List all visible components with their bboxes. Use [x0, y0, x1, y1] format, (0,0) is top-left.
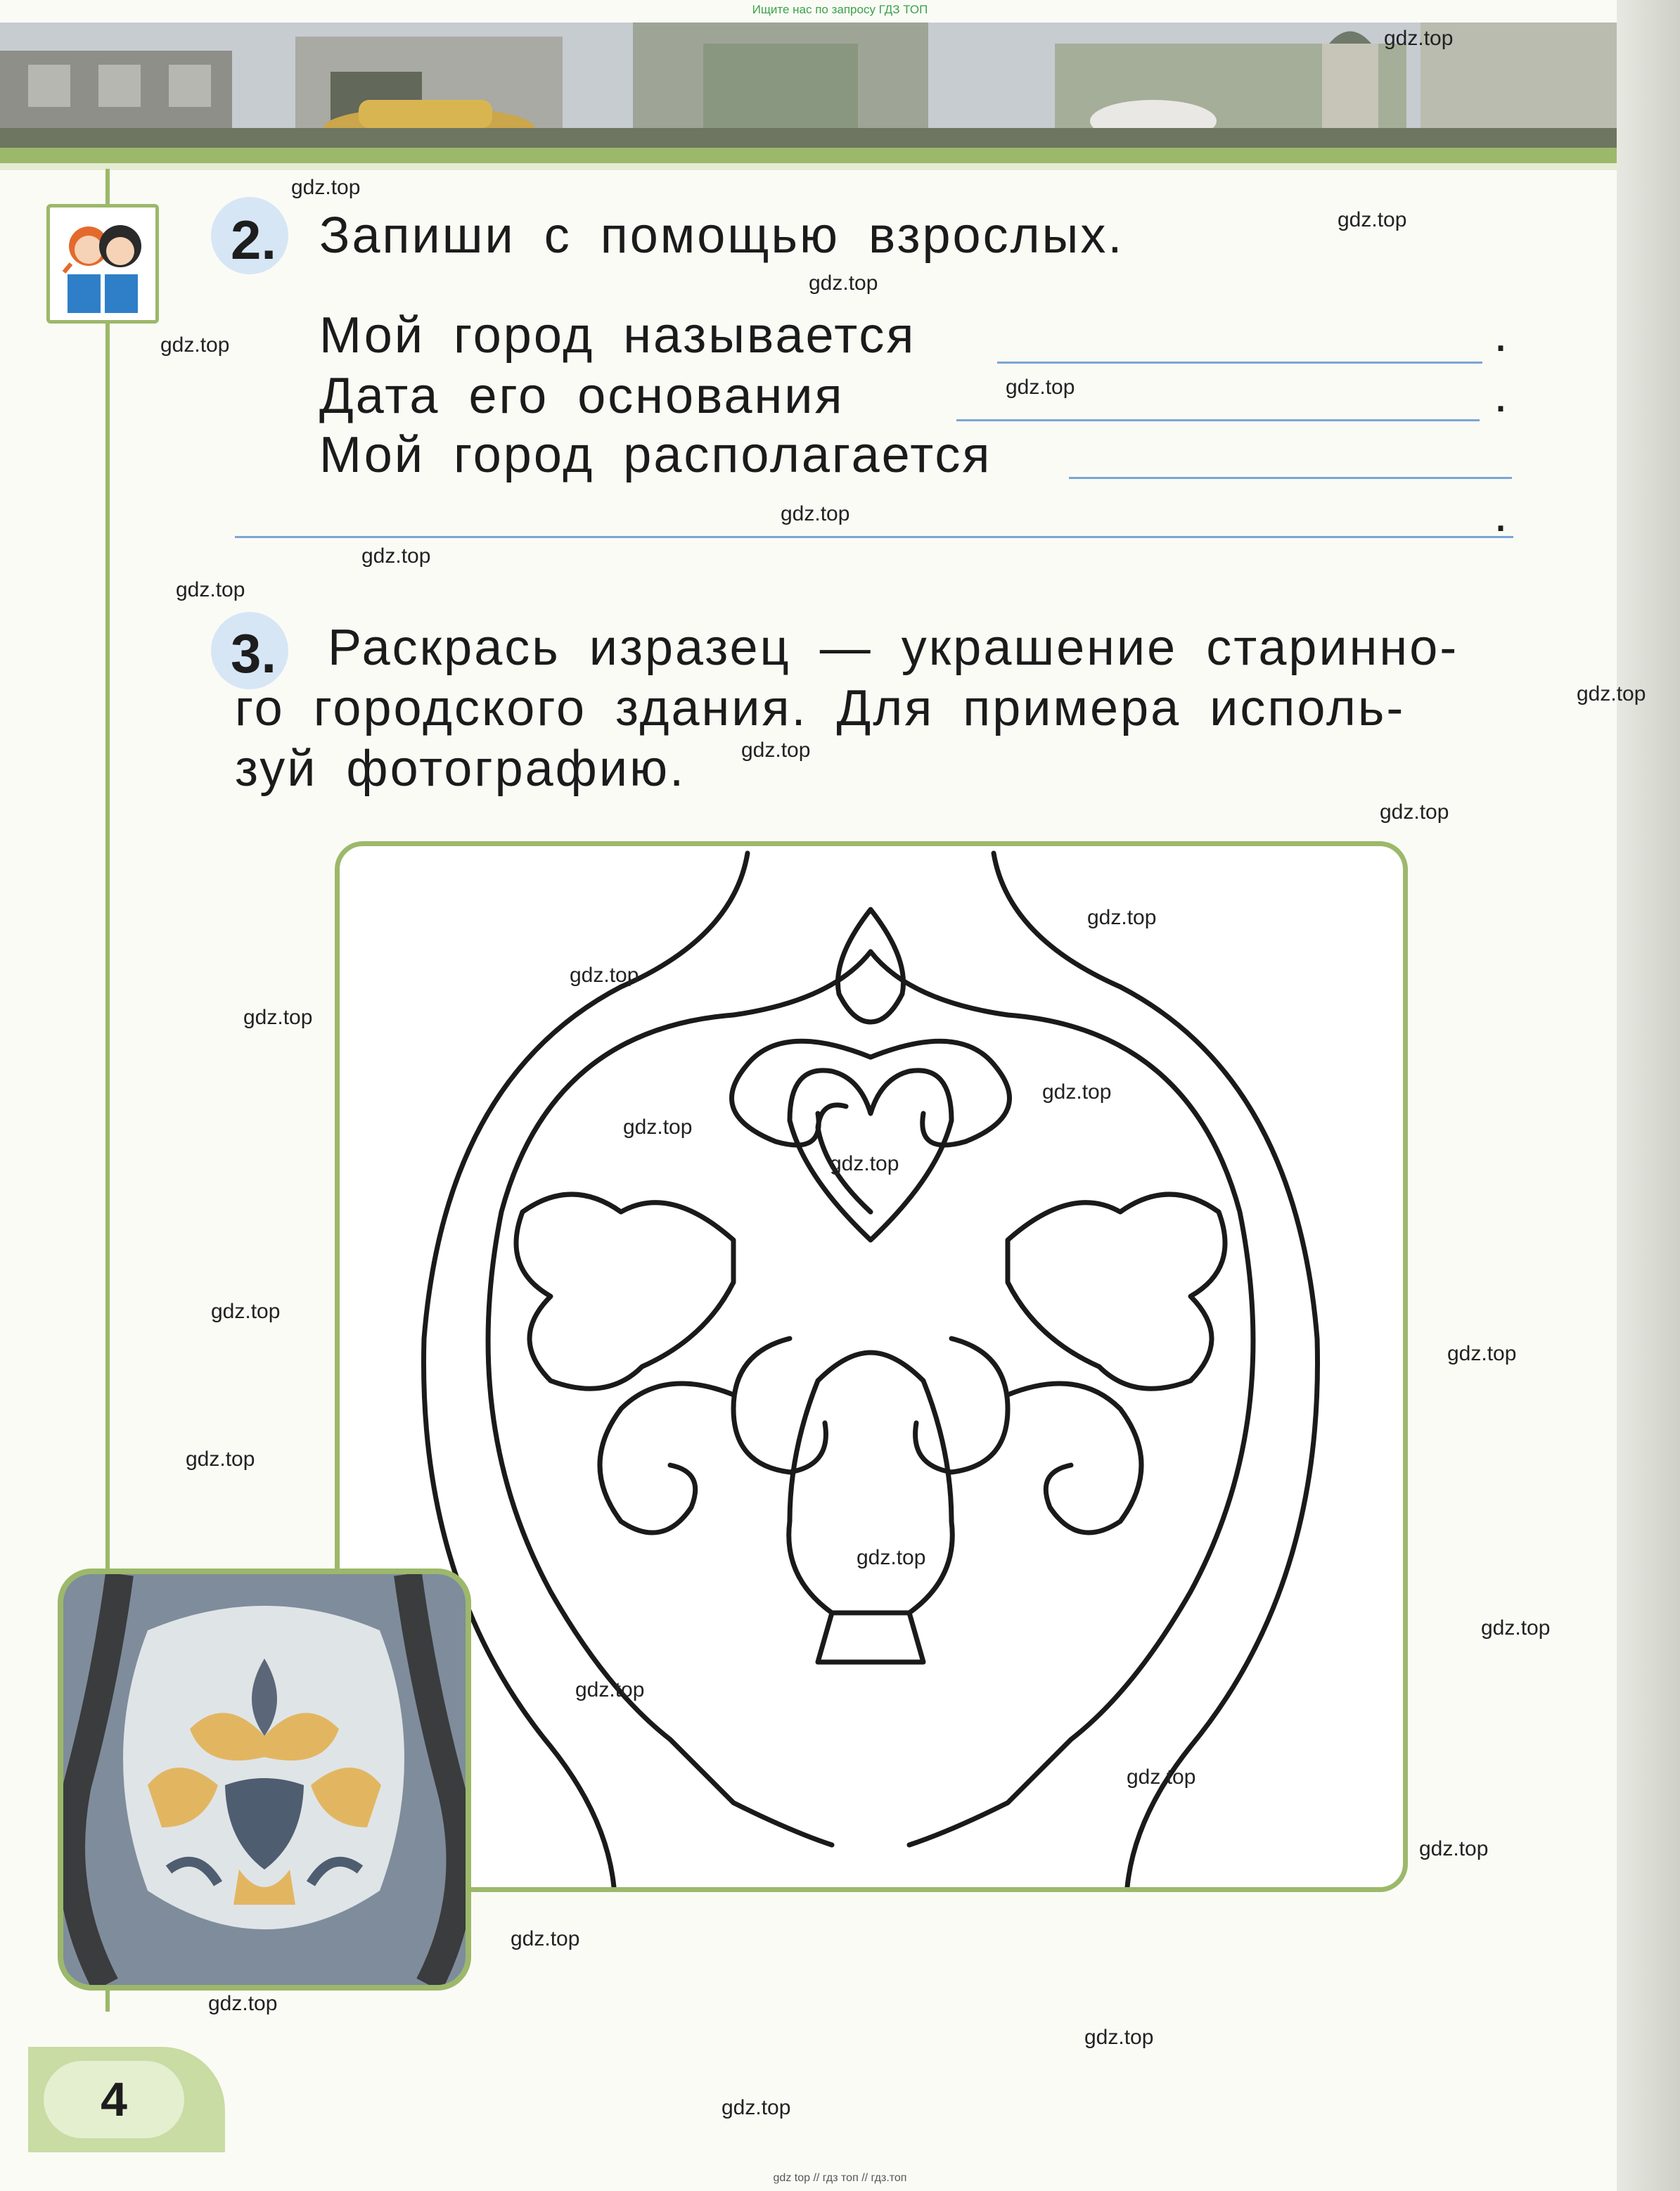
- founding-date-field[interactable]: [956, 419, 1480, 421]
- watermark: gdz.top: [623, 1116, 693, 1139]
- watermark: gdz.top: [857, 1546, 926, 1569]
- watermark: gdz.top: [1087, 906, 1157, 929]
- watermark: gdz.top: [1419, 1837, 1489, 1860]
- watermark: gdz.top: [1481, 1616, 1551, 1640]
- watermark: gdz.top: [291, 176, 361, 199]
- watermark: gdz.top: [1577, 682, 1646, 705]
- watermark: gdz.top: [243, 1006, 313, 1029]
- city-name-field[interactable]: [997, 362, 1482, 364]
- dot: .: [1494, 486, 1508, 542]
- page-number: 4: [44, 2061, 184, 2138]
- watermark: gdz.top: [570, 964, 639, 987]
- dot: .: [1494, 366, 1508, 423]
- tile-reference-photo: [58, 1569, 471, 1991]
- watermark: gdz.top: [1384, 27, 1454, 50]
- task2-line-city-name: Мой город называется: [319, 307, 916, 364]
- watermark: gdz.top: [208, 1992, 278, 2015]
- tile-outline[interactable]: [340, 846, 1403, 1887]
- watermark: gdz.top: [809, 272, 878, 295]
- dot: .: [1494, 306, 1508, 362]
- top-note: Ищите нас по запросу ГДЗ ТОП: [752, 3, 928, 16]
- city-photo-banner: [0, 23, 1617, 148]
- page-edge: [1617, 0, 1680, 2191]
- coloring-frame: [335, 841, 1408, 1892]
- task2-line-founding-date: Дата его основания: [319, 368, 845, 424]
- task2-number: 2.: [231, 209, 277, 271]
- watermark: gdz.top: [1127, 1765, 1196, 1789]
- watermark: gdz.top: [186, 1448, 255, 1471]
- watermark: gdz.top: [781, 502, 850, 525]
- location-field-continued[interactable]: [235, 536, 1513, 538]
- task3-line1: Раскрась изразец — украшение старинно-: [328, 620, 1459, 676]
- watermark: gdz.top: [830, 1152, 899, 1175]
- reading-kids-icon: [46, 204, 159, 324]
- watermark: gdz.top: [722, 2096, 791, 2119]
- watermark: gdz.top: [1447, 1342, 1517, 1365]
- watermark: gdz.top: [1380, 800, 1449, 824]
- task3-number: 3.: [231, 622, 277, 684]
- bottom-note: gdz top // гдз топ // гдз.топ: [773, 2172, 907, 2184]
- task2-title: Запиши с помощью взрослых.: [319, 207, 1124, 264]
- banner-stripe: [0, 148, 1617, 163]
- watermark: gdz.top: [1084, 2026, 1154, 2049]
- watermark: gdz.top: [361, 544, 431, 568]
- task3-line2: го городского здания. Для примера исполь-: [235, 680, 1406, 736]
- watermark: gdz.top: [741, 739, 811, 762]
- watermark: gdz.top: [160, 333, 230, 357]
- watermark: gdz.top: [575, 1678, 645, 1701]
- watermark: gdz.top: [1042, 1080, 1112, 1104]
- task2-line-location: Мой город располагается: [319, 427, 992, 483]
- watermark: gdz.top: [1006, 376, 1075, 399]
- banner-illustration: [0, 23, 1617, 148]
- task3-line3: зуй фотографию.: [235, 741, 686, 797]
- location-field[interactable]: [1069, 477, 1512, 479]
- watermark: gdz.top: [1338, 208, 1407, 231]
- watermark: gdz.top: [511, 1927, 580, 1950]
- banner-underline: [0, 163, 1617, 170]
- watermark: gdz.top: [211, 1300, 281, 1323]
- watermark: gdz.top: [176, 578, 245, 601]
